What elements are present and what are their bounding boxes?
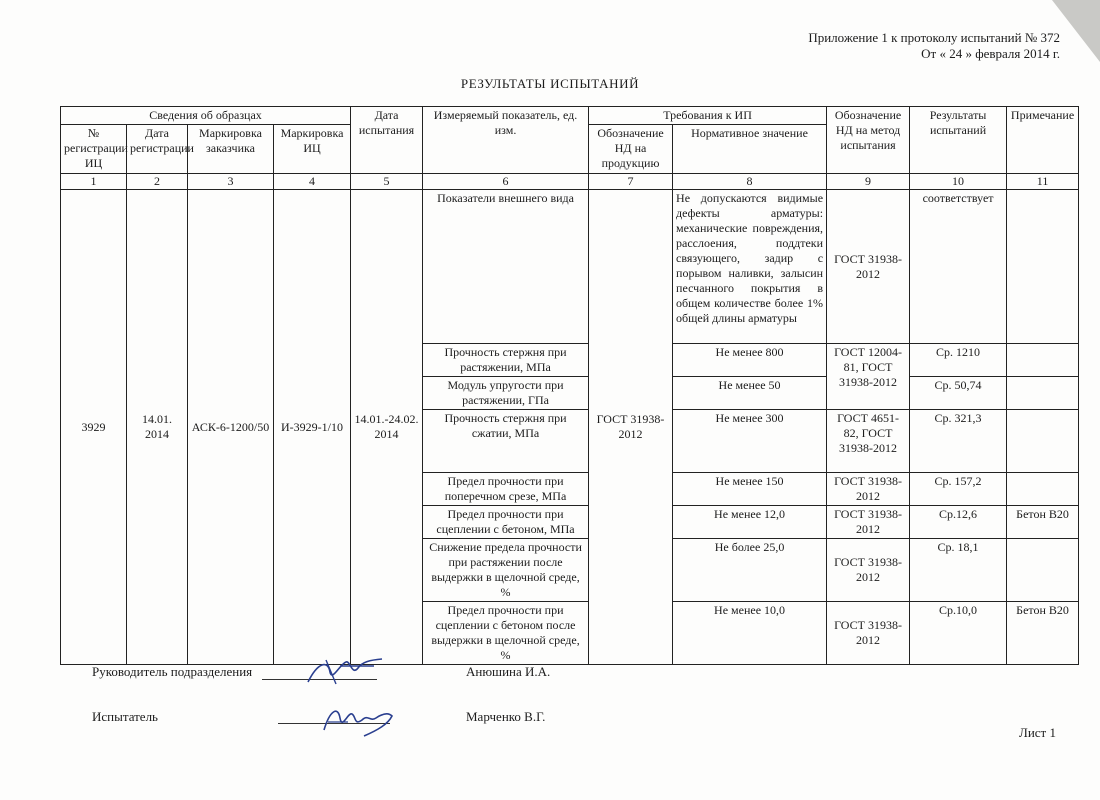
norm-cell: Не менее 300 bbox=[673, 410, 827, 473]
col-reg-no: № регистрации ИЦ bbox=[61, 125, 127, 174]
sample-test-date: 14.01.-24.02. 2014 bbox=[351, 190, 423, 665]
col-number: 2 bbox=[127, 174, 188, 190]
norm-cell: Не менее 12,0 bbox=[673, 506, 827, 539]
col-ic-mark: Маркировка ИЦ bbox=[274, 125, 351, 174]
note-cell bbox=[1007, 539, 1079, 602]
group-samples: Сведения об образцах bbox=[61, 107, 351, 125]
method-cell: ГОСТ 31938-2012 bbox=[827, 190, 910, 344]
table-row bbox=[61, 190, 1079, 344]
col-number: 9 bbox=[827, 174, 910, 190]
norm-cell: Не менее 10,0 bbox=[673, 602, 827, 665]
norm-cell: Не менее 50 bbox=[673, 377, 827, 410]
result-cell: Ср. 50,74 bbox=[910, 377, 1007, 410]
indicator-cell: Снижение предела прочности при растяжении после выдержки в щелочной среде, % bbox=[423, 539, 589, 602]
method-cell: ГОСТ 31938-2012 bbox=[827, 602, 910, 665]
col-number: 4 bbox=[274, 174, 351, 190]
col-results: Результаты испытаний bbox=[910, 107, 1007, 174]
col-nd-method: Обозначение НД на метод испытания bbox=[827, 107, 910, 174]
group-requirements: Требования к ИП bbox=[589, 107, 827, 125]
col-nd-product: Обозначение НД на продукцию bbox=[589, 125, 673, 174]
sheet-number: Лист 1 bbox=[1019, 725, 1056, 740]
header-row-groups bbox=[61, 107, 1079, 125]
col-number: 10 bbox=[910, 174, 1007, 190]
norm-cell: Не допускаются видимые дефекты арматуры: механические повреждения, расслоения, поддтеки связующего, задир с порывом наливки, залысин песчанного покрытия в общем количестве более 1% общей длины арматуры bbox=[673, 190, 827, 344]
appendix-line: Приложение 1 к протоколу испытаний № 372 bbox=[808, 30, 1060, 45]
tester-label: Испытатель bbox=[92, 709, 158, 724]
indicator-cell: Модуль упругости при растяжении, ГПа bbox=[423, 377, 589, 410]
col-number: 3 bbox=[188, 174, 274, 190]
indicator-cell: Прочность стержня при сжатии, МПа bbox=[423, 410, 589, 473]
col-norm-value: Нормативное значение bbox=[673, 125, 827, 174]
tester-name: Марченко В.Г. bbox=[466, 709, 546, 724]
col-indicator: Измеряемый показатель, ед. изм. bbox=[423, 107, 589, 174]
indicator-cell: Предел прочности при сцеплении с бетоном, МПа bbox=[423, 506, 589, 539]
result-cell: Ср. 157,2 bbox=[910, 473, 1007, 506]
indicator-cell: Прочность стержня при растяжении, МПа bbox=[423, 344, 589, 377]
col-test-date: Дата испытания bbox=[351, 107, 423, 174]
norm-cell: Не менее 150 bbox=[673, 473, 827, 506]
note-cell bbox=[1007, 344, 1079, 377]
note-cell: Бетон В20 bbox=[1007, 506, 1079, 539]
column-number-row bbox=[61, 174, 1079, 190]
norm-cell: Не более 25,0 bbox=[673, 539, 827, 602]
indicator-cell: Показатели внешнего вида bbox=[423, 190, 589, 344]
col-number: 8 bbox=[673, 174, 827, 190]
note-cell bbox=[1007, 473, 1079, 506]
result-cell: Ср.10,0 bbox=[910, 602, 1007, 665]
sample-reg-date: 14.01. 2014 bbox=[127, 190, 188, 665]
col-number: 5 bbox=[351, 174, 423, 190]
method-cell: ГОСТ 12004-81, ГОСТ 31938-2012 bbox=[827, 344, 910, 410]
head-label: Руководитель подразделения bbox=[92, 664, 253, 679]
note-cell bbox=[1007, 377, 1079, 410]
col-number: 6 bbox=[423, 174, 589, 190]
indicator-cell: Предел прочности при сцеплении с бетоном после выдержки в щелочной среде, % bbox=[423, 602, 589, 665]
note-cell bbox=[1007, 190, 1079, 344]
date-line: От « 24 » февраля 2014 г. bbox=[921, 46, 1060, 61]
method-cell: ГОСТ 31938-2012 bbox=[827, 506, 910, 539]
col-customer-mark: Маркировка заказчика bbox=[188, 125, 274, 174]
document-header bbox=[808, 30, 1060, 62]
note-cell: Бетон В20 bbox=[1007, 602, 1079, 665]
col-number: 11 bbox=[1007, 174, 1079, 190]
method-cell: ГОСТ 4651-82, ГОСТ 31938-2012 bbox=[827, 410, 910, 473]
result-cell: Ср. 1210 bbox=[910, 344, 1007, 377]
col-reg-date: Дата регистрации bbox=[127, 125, 188, 174]
sample-ic-mark: И-3929-1/10 bbox=[274, 190, 351, 665]
sample-nd-product: ГОСТ 31938-2012 bbox=[589, 190, 673, 665]
method-cell: ГОСТ 31938-2012 bbox=[827, 473, 910, 506]
col-number: 1 bbox=[61, 174, 127, 190]
sample-reg-no: 3929 bbox=[61, 190, 127, 665]
norm-cell: Не менее 800 bbox=[673, 344, 827, 377]
col-number: 7 bbox=[589, 174, 673, 190]
sample-customer-mark: АСК-6-1200/50 bbox=[188, 190, 274, 665]
indicator-cell: Предел прочности при поперечном срезе, МПа bbox=[423, 473, 589, 506]
result-cell: соответствует bbox=[910, 190, 1007, 344]
page-title: РЕЗУЛЬТАТЫ ИСПЫТАНИЙ bbox=[460, 76, 640, 91]
head-signature-icon bbox=[300, 654, 390, 688]
note-cell bbox=[1007, 410, 1079, 473]
tester-signature-icon bbox=[318, 700, 398, 740]
result-cell: Ср. 321,3 bbox=[910, 410, 1007, 473]
col-notes: Примечание bbox=[1007, 107, 1079, 174]
result-cell: Ср.12,6 bbox=[910, 506, 1007, 539]
results-table bbox=[60, 106, 1079, 665]
method-cell: ГОСТ 31938-2012 bbox=[827, 539, 910, 602]
result-cell: Ср. 18,1 bbox=[910, 539, 1007, 602]
head-name: Анюшина И.А. bbox=[466, 664, 551, 679]
